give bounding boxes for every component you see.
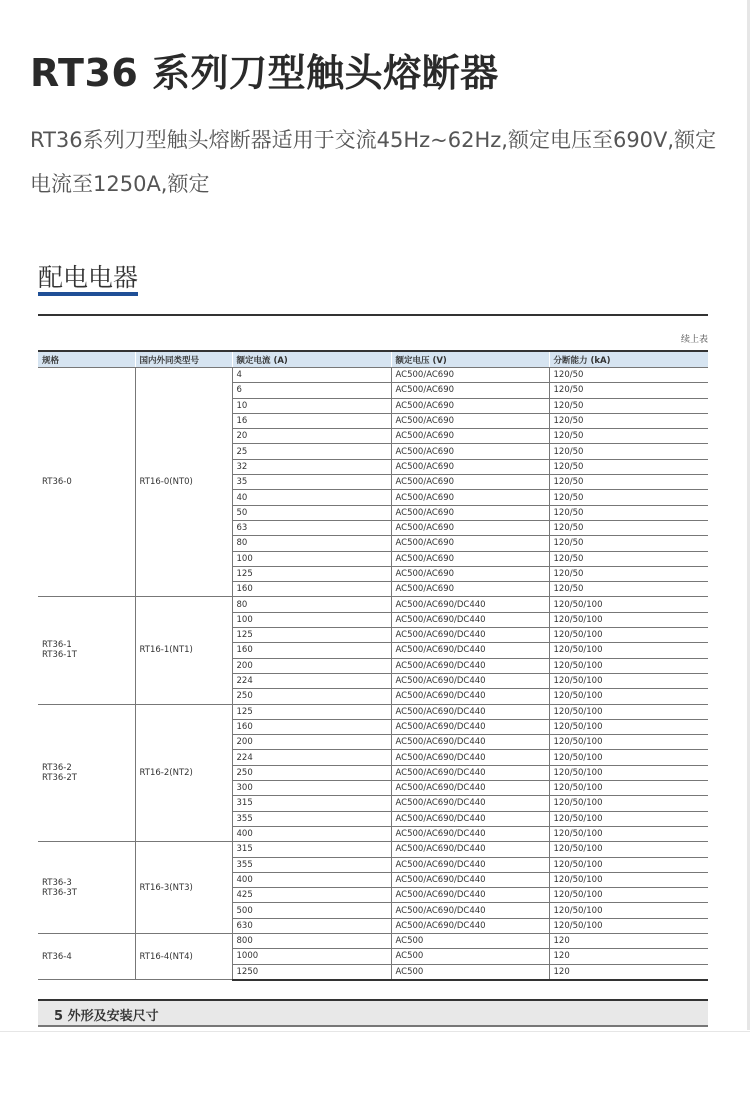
rated-voltage-cell: AC500/AC690/DC440 [391,903,549,918]
rated-voltage-cell: AC500/AC690/DC440 [391,704,549,719]
spec-label: RT36-3T [42,887,77,898]
table-row [38,933,708,948]
rated-current-cell: 800 [232,933,391,948]
rated-voltage-cell: AC500/AC690 [391,505,549,520]
spec-label: RT36-1 [42,640,72,651]
breaking-capacity-cell: 120/50 [549,490,708,505]
breaking-capacity-cell: 120/50 [549,475,708,490]
rated-voltage-cell: AC500/AC690/DC440 [391,888,549,903]
rated-voltage-cell: AC500 [391,933,549,948]
rated-voltage-cell: AC500/AC690/DC440 [391,765,549,780]
rated-voltage-cell: AC500/AC690/DC440 [391,826,549,841]
rated-voltage-cell: AC500/AC690 [391,536,549,551]
breaking-capacity-cell: 120/50 [549,429,708,444]
rated-voltage-cell: AC500/AC690/DC440 [391,735,549,750]
rated-voltage-cell: AC500/AC690 [391,383,549,398]
rated-current-cell: 355 [232,811,391,826]
rated-current-cell: 224 [232,673,391,688]
breaking-capacity-cell: 120/50/100 [549,872,708,887]
breaking-capacity-cell: 120/50/100 [549,781,708,796]
rated-current-cell: 315 [232,842,391,857]
breaking-capacity-cell: 120/50/100 [549,796,708,811]
breaking-capacity-cell: 120/50 [549,459,708,474]
header-rated-voltage: 额定电压 (V) [391,351,549,368]
rated-voltage-cell: AC500/AC690/DC440 [391,658,549,673]
rated-voltage-cell: AC500/AC690/DC440 [391,612,549,627]
breaking-capacity-cell: 120/50/100 [549,597,708,612]
rated-current-cell: 1000 [232,949,391,964]
breaking-capacity-cell: 120/50/100 [549,643,708,658]
domestic-model-cell: RT16-0(NT0) [135,368,232,597]
breaking-capacity-cell: 120/50 [549,505,708,520]
breaking-capacity-cell: 120/50/100 [549,612,708,627]
breaking-capacity-cell: 120 [549,933,708,948]
rated-current-cell: 200 [232,658,391,673]
rated-current-cell: 224 [232,750,391,765]
rated-voltage-cell: AC500/AC690 [391,551,549,566]
table-header-row [38,351,708,368]
domestic-model-cell: RT16-2(NT2) [135,704,232,842]
rated-voltage-cell: AC500/AC690/DC440 [391,597,549,612]
rated-current-cell: 6 [232,383,391,398]
rated-voltage-cell: AC500 [391,949,549,964]
header-domestic-model: 国内外同类型号 [135,351,232,368]
rated-current-cell: 125 [232,704,391,719]
spec-label: RT36-2 [42,762,72,773]
rated-current-cell: 32 [232,459,391,474]
breaking-capacity-cell: 120/50/100 [549,765,708,780]
rated-voltage-cell: AC500/AC690 [391,429,549,444]
rated-current-cell: 1250 [232,964,391,980]
rated-voltage-cell: AC500/AC690 [391,459,549,474]
rated-current-cell: 4 [232,368,391,383]
rated-current-cell: 16 [232,413,391,428]
breaking-capacity-cell: 120/50 [549,566,708,581]
header-spec: 规格 [38,351,135,368]
header-rated-current: 额定电流 (A) [232,351,391,368]
domestic-model-cell: RT16-1(NT1) [135,597,232,704]
spec-label: RT36-1T [42,650,77,661]
rated-voltage-cell: AC500/AC690/DC440 [391,811,549,826]
section-title: 配电电器 [38,263,139,292]
breaking-capacity-cell: 120/50/100 [549,888,708,903]
product-description: RT36系列刀型触头熔断器适用于交流45Hz~62Hz,额定电压至690V,额定电流至1250A,额定 [30,128,717,196]
rated-current-cell: 355 [232,857,391,872]
rated-voltage-cell: AC500/AC690 [391,520,549,535]
breaking-capacity-cell: 120/50/100 [549,826,708,841]
breaking-capacity-cell: 120/50/100 [549,719,708,734]
rated-voltage-cell: AC500/AC690/DC440 [391,719,549,734]
rated-current-cell: 20 [232,429,391,444]
breaking-capacity-cell: 120/50 [549,551,708,566]
domestic-model-cell: RT16-3(NT3) [135,842,232,934]
rated-current-cell: 80 [232,597,391,612]
rated-current-cell: 200 [232,735,391,750]
rated-voltage-cell: AC500/AC690/DC440 [391,781,549,796]
section-underline [38,292,138,296]
rated-voltage-cell: AC500/AC690/DC440 [391,628,549,643]
rated-voltage-cell: AC500/AC690 [391,444,549,459]
table-row [38,368,708,383]
rated-current-cell: 160 [232,643,391,658]
rated-current-cell: 425 [232,888,391,903]
rated-voltage-cell: AC500/AC690/DC440 [391,689,549,704]
breaking-capacity-cell: 120/50 [549,582,708,597]
breaking-capacity-cell: 120/50/100 [549,903,708,918]
rated-voltage-cell: AC500/AC690 [391,475,549,490]
breaking-capacity-cell: 120/50/100 [549,750,708,765]
rated-current-cell: 630 [232,918,391,933]
table-top-rule [38,314,708,316]
rated-current-cell: 250 [232,689,391,704]
rated-voltage-cell: AC500/AC690 [391,566,549,581]
spec-label: RT36-3 [42,877,72,888]
spec-label: RT36-0 [42,477,72,488]
rated-current-cell: 400 [232,826,391,841]
header-breaking-capacity: 分断能力 (kA) [549,351,708,368]
rated-current-cell: 10 [232,398,391,413]
breaking-capacity-cell: 120/50/100 [549,689,708,704]
spec-cell [38,842,135,934]
breaking-capacity-cell: 120/50/100 [549,842,708,857]
breaking-capacity-cell: 120/50 [549,444,708,459]
breaking-capacity-cell: 120/50 [549,520,708,535]
spec-cell [38,933,135,979]
page-title: RT36 系列刀型触头熔断器 [30,51,499,95]
breaking-capacity-cell: 120/50/100 [549,673,708,688]
rated-voltage-cell: AC500/AC690 [391,490,549,505]
rated-current-cell: 63 [232,520,391,535]
breaking-capacity-cell: 120/50 [549,536,708,551]
breaking-capacity-cell: 120/50/100 [549,658,708,673]
table-row [38,704,708,719]
rated-voltage-cell: AC500/AC690/DC440 [391,643,549,658]
breaking-capacity-cell: 120/50 [549,368,708,383]
breaking-capacity-cell: 120/50 [549,383,708,398]
rated-current-cell: 100 [232,551,391,566]
rated-voltage-cell: AC500/AC690/DC440 [391,750,549,765]
rated-voltage-cell: AC500/AC690 [391,368,549,383]
breaking-capacity-cell: 120/50/100 [549,735,708,750]
breaking-capacity-cell: 120/50/100 [549,628,708,643]
breaking-capacity-cell: 120/50 [549,398,708,413]
breaking-capacity-cell: 120/50/100 [549,811,708,826]
rated-current-cell: 250 [232,765,391,780]
rated-current-cell: 160 [232,582,391,597]
breaking-capacity-cell: 120/50 [549,413,708,428]
rated-current-cell: 160 [232,719,391,734]
rated-current-cell: 125 [232,628,391,643]
table-row [38,597,708,612]
rated-voltage-cell: AC500/AC690 [391,582,549,597]
table-body [38,368,708,980]
rated-current-cell: 80 [232,536,391,551]
rated-voltage-cell: AC500/AC690/DC440 [391,796,549,811]
breaking-capacity-cell: 120 [549,949,708,964]
rated-current-cell: 35 [232,475,391,490]
rated-voltage-cell: AC500 [391,964,549,980]
rated-voltage-cell: AC500/AC690/DC440 [391,842,549,857]
breaking-capacity-cell: 120/50/100 [549,857,708,872]
spec-cell [38,597,135,704]
rated-current-cell: 315 [232,796,391,811]
rated-voltage-cell: AC500/AC690/DC440 [391,857,549,872]
rated-voltage-cell: AC500/AC690 [391,413,549,428]
spec-cell [38,704,135,842]
rated-current-cell: 50 [232,505,391,520]
spec-label: RT36-4 [42,951,72,962]
spec-cell [38,368,135,597]
rated-current-cell: 125 [232,566,391,581]
domestic-model-cell: RT16-4(NT4) [135,933,232,979]
rated-current-cell: 500 [232,903,391,918]
rated-current-cell: 100 [232,612,391,627]
page-bottom-divider [0,1031,750,1032]
rated-current-cell: 40 [232,490,391,505]
rated-voltage-cell: AC500/AC690/DC440 [391,872,549,887]
table-row [38,842,708,857]
rated-current-cell: 25 [232,444,391,459]
rated-voltage-cell: AC500/AC690 [391,398,549,413]
rated-current-cell: 300 [232,781,391,796]
next-section-title: 5 外形及安装尺寸 [54,1009,159,1024]
rated-current-cell: 400 [232,872,391,887]
rated-voltage-cell: AC500/AC690/DC440 [391,673,549,688]
breaking-capacity-cell: 120 [549,964,708,980]
spec-label: RT36-2T [42,772,77,783]
spec-table [38,350,708,981]
breaking-capacity-cell: 120/50/100 [549,918,708,933]
next-section-bar [38,1001,708,1027]
continued-note: 续上表 [680,335,708,345]
rated-voltage-cell: AC500/AC690/DC440 [391,918,549,933]
breaking-capacity-cell: 120/50/100 [549,704,708,719]
